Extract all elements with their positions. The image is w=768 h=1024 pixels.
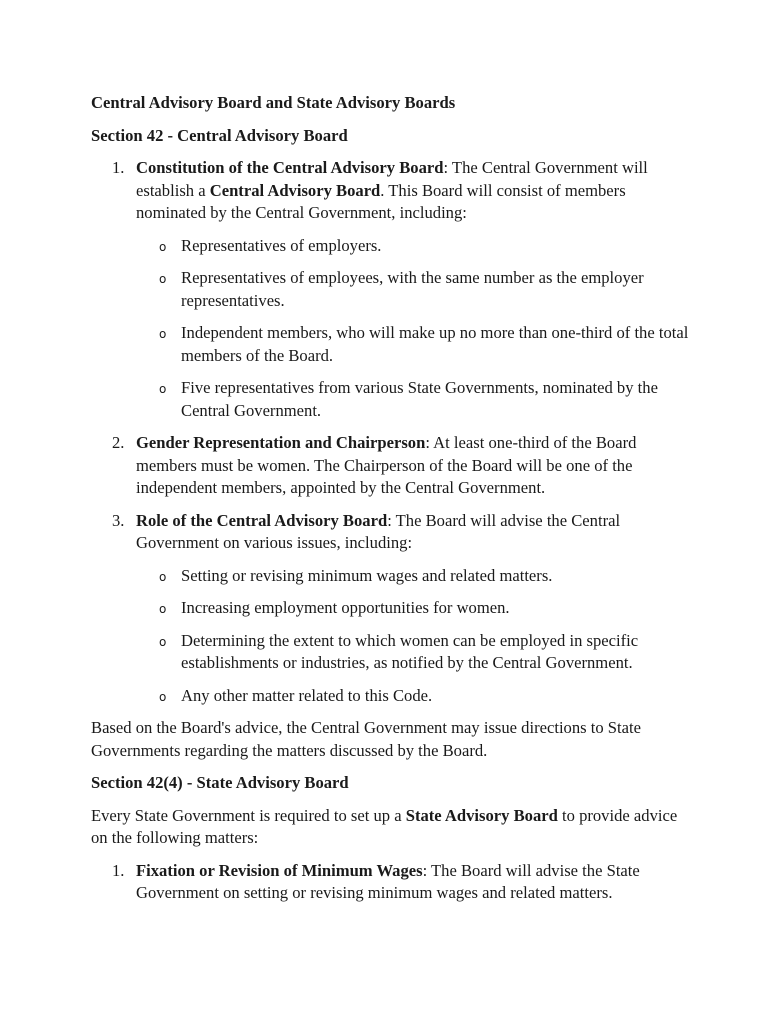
sub-list-item: o Increasing employment opportunities for women. [136, 597, 691, 620]
sub-list-item: o Five representatives from various State Governments, nominated by the Central Government. [159, 378, 658, 420]
bullet-icon: o [159, 569, 167, 584]
document-page [91, 92, 691, 905]
document-title: Central Advisory Board and State Advisory Boards [91, 93, 456, 112]
bullet-icon: o [159, 272, 167, 286]
sub-list-item: o Representatives of employers. [136, 235, 691, 258]
section-42-closing-paragraph: Based on the Board's advice, the Central Government may issue directions to State Governments regarding the matters discussed by the Board. [91, 718, 641, 760]
sub-list-item: o Determining the extent to which women can be employed in specific establishments or industries, as notified by the Central Government. [159, 630, 639, 672]
list-number: 1. [112, 158, 125, 177]
constitution-sub-list [136, 235, 691, 423]
bullet-icon: o [159, 239, 167, 254]
bullet-icon: o [159, 634, 167, 649]
section-42-4-heading: Section 42(4) - State Advisory Board [91, 773, 349, 792]
list-number: 1. [112, 860, 125, 880]
bullet-icon: o [159, 689, 167, 704]
role-sub-list [136, 565, 691, 708]
sub-list-item: o Setting or revising minimum wages and related matters. [136, 565, 691, 588]
section-42-4-list [91, 860, 691, 905]
item-bold-title: Fixation or Revision of Minimum Wages [136, 860, 423, 880]
bullet-icon: o [159, 327, 167, 341]
list-item-constitution [91, 157, 691, 422]
list-item-minimum-wages [91, 860, 691, 905]
list-item-role [91, 510, 691, 708]
section-42-4-intro: Every State Government is required to set up a State Advisory Board to provide advice on the following matters: [91, 805, 678, 847]
sub-list-item: o Any other matter related to this Code. [136, 685, 691, 708]
section-42-heading: Section 42 - Central Advisory Board [91, 125, 348, 145]
item-text: : The Board will advise the State Government on setting or revising minimum wages and related matters. [136, 860, 640, 902]
item-text: : At least one-third of the Board members must be women. The Chairperson of the Board will be one of the independent members, appointed by the Central Government. [136, 433, 637, 497]
item-bold-title: Constitution of the Central Advisory Board [136, 158, 444, 177]
bullet-icon: o [159, 602, 167, 616]
item-bold-inline: Central Advisory Board [209, 180, 381, 200]
item-text: : The Board will advise the Central Government on various issues, including: [136, 510, 621, 552]
section-42-list [91, 157, 691, 707]
item-bold-title: Gender Representation and Chairperson [136, 433, 426, 452]
item-text: : The Central Government will establish a [136, 158, 648, 200]
list-item-gender-representation [91, 432, 691, 500]
list-number: 2. [112, 433, 125, 452]
list-number: 3. [112, 510, 125, 530]
bullet-icon: o [159, 382, 167, 396]
item-text: . This Board will consist of members nominated by the Central Government, including: [136, 180, 626, 222]
sub-list-item: o Representatives of employees, with the same number as the employer representatives. [159, 268, 644, 310]
intro-bold: State Advisory Board [405, 805, 558, 825]
sub-list-item: o Independent members, who will make up no more than one-third of the total members of the Board. [159, 323, 689, 365]
item-bold-title: Role of the Central Advisory Board [136, 510, 388, 530]
